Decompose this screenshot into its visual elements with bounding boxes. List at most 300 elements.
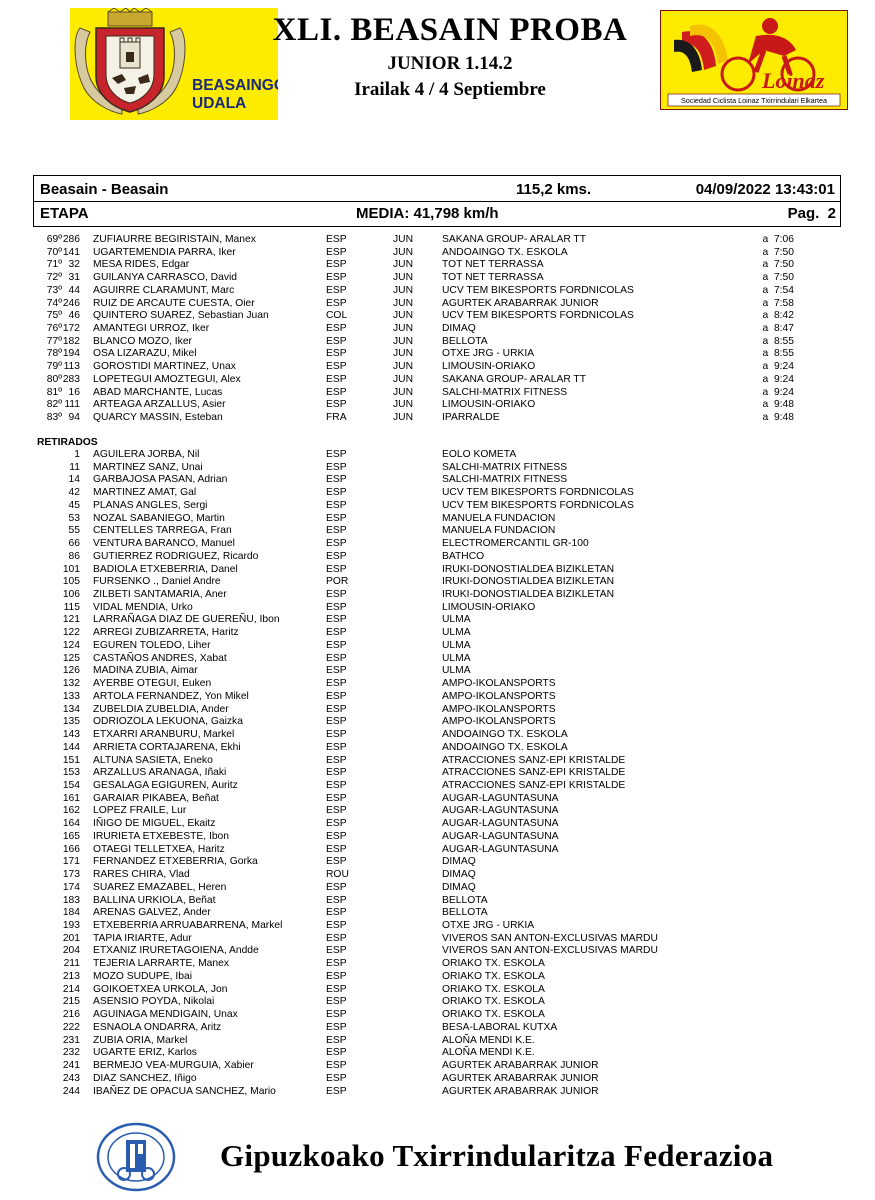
- position-cell: 74º: [46, 297, 62, 309]
- dorsal-cell: 211: [63, 958, 80, 970]
- rider-name-cell: UGARTE ERIZ, Karlos: [93, 1047, 197, 1059]
- team-cell: IRUKI-DONOSTIALDEA BIZIKLETAN: [442, 589, 615, 601]
- rider-name-cell: AYERBE OTEGUI, Euken: [93, 678, 212, 690]
- team-cell: SAKANA GROUP- ARALAR TT: [442, 373, 587, 385]
- table-row: [0, 780, 875, 793]
- team-cell: UCV TEM BIKESPORTS FORDNICOLAS: [442, 499, 634, 511]
- category-cell: JUN: [393, 361, 414, 373]
- rider-name-cell: GOIKOETXEA URKOLA, Jon: [93, 983, 228, 995]
- dorsal-cell: 94: [68, 412, 80, 424]
- team-cell: LIMOUSIN-ORIAKO: [442, 399, 536, 411]
- dorsal-cell: 53: [68, 512, 80, 524]
- dorsal-cell: 44: [68, 284, 80, 296]
- dorsal-cell: 124: [62, 639, 80, 651]
- team-cell: AUGAR-LAGUNTASUNA: [442, 792, 559, 804]
- dorsal-cell: 172: [62, 323, 80, 335]
- position-cell: 80º: [46, 373, 62, 385]
- team-cell: ALOÑA MENDI K.E.: [442, 1047, 535, 1059]
- nationality-cell: ESP: [326, 1060, 347, 1072]
- team-cell: DIMAQ: [442, 856, 476, 868]
- cyclist-icon: [660, 10, 848, 110]
- nationality-cell: ESP: [326, 550, 347, 562]
- nationality-cell: ESP: [326, 348, 347, 360]
- rider-name-cell: GUTIERREZ RODRIGUEZ, Ricardo: [93, 550, 259, 562]
- team-cell: ORIAKO TX. ESKOLA: [442, 983, 545, 995]
- rider-name-cell: OTAEGI TELLETXEA, Haritz: [93, 843, 225, 855]
- report-datetime: 04/09/2022 13:43:01: [695, 181, 835, 198]
- nationality-cell: ESP: [326, 284, 347, 296]
- table-row: [0, 882, 875, 895]
- dorsal-cell: 16: [68, 386, 80, 398]
- table-row: [0, 805, 875, 818]
- nationality-cell: ESP: [326, 652, 347, 664]
- table-row: [0, 665, 875, 678]
- route: Beasain - Beasain: [40, 181, 169, 198]
- nationality-cell: ESP: [326, 779, 347, 791]
- dorsal-cell: 144: [62, 741, 80, 753]
- race-category: JUNIOR 1.14.2: [387, 53, 513, 74]
- nationality-cell: ESP: [326, 474, 347, 486]
- dorsal-cell: 151: [62, 754, 80, 766]
- rider-name-cell: ETXANIZ IRURETAGOIENA, Andde: [93, 945, 259, 957]
- table-row: [0, 298, 875, 311]
- category-cell: JUN: [393, 386, 414, 398]
- nationality-cell: ESP: [326, 487, 347, 499]
- rider-name-cell: ETXARRI ARANBURU, Markel: [93, 729, 235, 741]
- table-row: [0, 462, 875, 475]
- nationality-cell: ESP: [326, 881, 347, 893]
- rider-name-cell: BERMEJO VEA-MURGUIA, Xabier: [93, 1060, 254, 1072]
- dorsal-cell: 122: [62, 627, 80, 639]
- rider-name-cell: ARTOLA FERNANDEZ, Yon Mikel: [93, 690, 249, 702]
- team-cell: ORIAKO TX. ESKOLA: [442, 996, 545, 1008]
- table-row: [0, 500, 875, 513]
- team-cell: ULMA: [442, 652, 471, 664]
- team-cell: ELECTROMERCANTIL GR-100: [442, 538, 589, 550]
- rider-name-cell: ESNAOLA ONDARRA, Aritz: [93, 1021, 222, 1033]
- nationality-cell: ROU: [326, 869, 349, 881]
- table-row: [0, 691, 875, 704]
- rider-name-cell: FURSENKO ., Daniel Andre: [93, 576, 221, 588]
- team-cell: IPARRALDE: [442, 412, 500, 424]
- dorsal-cell: 194: [62, 348, 80, 360]
- rider-name-cell: GUILANYA CARRASCO, David: [93, 272, 238, 284]
- dorsal-cell: 215: [62, 996, 80, 1008]
- team-cell: ULMA: [442, 665, 471, 677]
- time-gap-cell: a 8:55: [762, 348, 794, 360]
- loinaz-caption: Sociedad Ciclista Loinaz Txirrindulari Elkartea: [680, 96, 828, 105]
- table-row: [0, 640, 875, 653]
- team-cell: SALCHI-MATRIX FITNESS: [442, 461, 568, 473]
- nationality-cell: ESP: [326, 512, 347, 524]
- team-cell: MANUELA FUNDACION: [442, 525, 556, 537]
- dorsal-cell: 161: [62, 792, 80, 804]
- nationality-cell: ESP: [326, 703, 347, 715]
- distance: 115,2 kms.: [516, 181, 592, 198]
- table-row: [0, 729, 875, 742]
- team-cell: IRUKI-DONOSTIALDEA BIZIKLETAN: [442, 576, 615, 588]
- team-cell: ULMA: [442, 627, 471, 639]
- rider-name-cell: FERNANDEZ ETXEBERRIA, Gorka: [93, 856, 258, 868]
- rider-name-cell: IRURIETA ETXEBESTE, Ibon: [93, 830, 230, 842]
- rider-name-cell: ZILBETI SANTAMARIA, Aner: [93, 589, 227, 601]
- nationality-cell: ESP: [326, 970, 347, 982]
- table-row: [0, 412, 875, 425]
- team-cell: EOLO KOMETA: [442, 449, 517, 460]
- table-row: [0, 818, 875, 831]
- nationality-cell: ESP: [326, 678, 347, 690]
- table-row: [0, 449, 875, 462]
- dorsal-cell: 105: [62, 576, 80, 588]
- nationality-cell: ESP: [326, 754, 347, 766]
- rider-name-cell: TAPIA IRIARTE, Adur: [93, 932, 192, 944]
- rider-name-cell: MOZO SUDUPE, Ibai: [93, 970, 192, 982]
- page-number: Pag. 2: [787, 205, 836, 222]
- dorsal-cell: 132: [62, 678, 80, 690]
- rider-name-cell: ODRIOZOLA LEKUONA, Gaizka: [93, 716, 243, 728]
- dorsal-cell: 121: [62, 614, 80, 626]
- nationality-cell: ESP: [326, 373, 347, 385]
- dorsal-cell: 125: [62, 652, 80, 664]
- nationality-cell: ESP: [326, 1034, 347, 1046]
- rider-name-cell: VIDAL MENDIA, Urko: [93, 601, 193, 613]
- table-row: [0, 348, 875, 361]
- dorsal-cell: 45: [68, 499, 80, 511]
- table-row: [0, 1073, 875, 1086]
- rider-name-cell: CENTELLES TARREGA, Fran: [93, 525, 232, 537]
- team-cell: DIMAQ: [442, 869, 476, 881]
- team-cell: UCV TEM BIKESPORTS FORDNICOLAS: [442, 310, 634, 322]
- team-cell: ATRACCIONES SANZ-EPI KRISTALDE: [442, 754, 626, 766]
- logo-text-udala: UDALA: [192, 95, 247, 112]
- team-cell: TOT NET TERRASSA: [442, 272, 544, 284]
- rider-name-cell: ABAD MARCHANTE, Lucas: [93, 386, 223, 398]
- table-row: [0, 247, 875, 260]
- rider-name-cell: ZUFIAURRE BEGIRISTAIN, Manex: [93, 234, 256, 245]
- table-row: [0, 513, 875, 526]
- table-row: [0, 1047, 875, 1060]
- rider-name-cell: EGUREN TOLEDO, Liher: [93, 639, 211, 651]
- category-cell: JUN: [393, 234, 414, 245]
- team-cell: OTXE JRG - URKIA: [442, 920, 535, 931]
- rider-name-cell: ARRIETA CORTAJARENA, Ekhi: [93, 741, 241, 753]
- team-cell: AGURTEK ARABARRAK JUNIOR: [442, 1060, 599, 1072]
- table-row: [0, 895, 875, 908]
- nationality-cell: ESP: [326, 525, 347, 537]
- table-row: [0, 399, 875, 412]
- nationality-cell: ESP: [326, 323, 347, 335]
- dorsal-cell: 193: [62, 920, 80, 931]
- average-speed: MEDIA: 41,798 km/h: [356, 205, 499, 222]
- position-cell: 79º: [46, 361, 62, 373]
- team-cell: ATRACCIONES SANZ-EPI KRISTALDE: [442, 767, 626, 779]
- dorsal-cell: 55: [68, 525, 80, 537]
- nationality-cell: ESP: [326, 716, 347, 728]
- dorsal-cell: 204: [62, 945, 80, 957]
- table-row: [0, 767, 875, 780]
- team-cell: AUGAR-LAGUNTASUNA: [442, 805, 559, 817]
- table-row: [0, 627, 875, 640]
- time-gap-cell: a 7:50: [762, 246, 794, 258]
- table-row: [0, 755, 875, 768]
- rider-name-cell: AGUILERA JORBA, Nil: [93, 449, 200, 460]
- rider-name-cell: BALLINA URKIOLA, Beñat: [93, 894, 216, 906]
- dorsal-cell: 153: [62, 767, 80, 779]
- nationality-cell: ESP: [326, 690, 347, 702]
- nationality-cell: ESP: [326, 983, 347, 995]
- dorsal-cell: 42: [68, 487, 80, 499]
- position-cell: 73º: [46, 284, 62, 296]
- table-row: [0, 869, 875, 882]
- dorsal-cell: 243: [62, 1072, 80, 1084]
- nationality-cell: POR: [326, 576, 349, 588]
- page-title: XLI. BEASAIN PROBA: [272, 12, 628, 48]
- dorsal-cell: 101: [62, 563, 80, 575]
- table-row: [0, 945, 875, 958]
- table-row: [0, 844, 875, 857]
- nationality-cell: ESP: [326, 449, 347, 460]
- table-row: [0, 551, 875, 564]
- nationality-cell: ESP: [326, 601, 347, 613]
- dorsal-cell: 231: [62, 1034, 80, 1046]
- dorsal-cell: 113: [63, 361, 80, 373]
- dorsal-cell: 213: [62, 970, 80, 982]
- table-row: [0, 742, 875, 755]
- table-row: [0, 487, 875, 500]
- rider-name-cell: LARRAÑAGA DIAZ DE GUEREÑU, Ibon: [93, 614, 280, 626]
- table-row: [0, 678, 875, 691]
- dorsal-cell: 182: [62, 335, 80, 347]
- nationality-cell: ESP: [326, 741, 347, 753]
- rider-name-cell: LOPETEGUI AMOZTEGUI, Alex: [93, 373, 241, 385]
- rider-name-cell: ZUBIA ORIA, Markel: [93, 1034, 188, 1046]
- nationality-cell: ESP: [326, 856, 347, 868]
- team-cell: VIVEROS SAN ANTON-EXCLUSIVAS MARDU: [442, 932, 658, 944]
- rider-name-cell: ZUBELDIA ZUBELDIA, Ander: [93, 703, 229, 715]
- nationality-cell: ESP: [326, 767, 347, 779]
- time-gap-cell: a 9:24: [762, 386, 794, 398]
- rider-name-cell: MARTINEZ AMAT, Gal: [93, 487, 197, 499]
- logo-text-beasaingo: BEASAINGO: [192, 77, 278, 94]
- category-cell: JUN: [393, 272, 414, 284]
- team-cell: ANDOAINGO TX. ESKOLA: [442, 741, 568, 753]
- retired-section-title: RETIRADOS: [37, 437, 98, 448]
- team-cell: AMPO-IKOLANSPORTS: [442, 703, 556, 715]
- time-gap-cell: a 7:54: [762, 284, 794, 296]
- category-cell: JUN: [393, 323, 414, 335]
- table-row: [0, 958, 875, 971]
- table-row: [0, 1060, 875, 1073]
- nationality-cell: ESP: [326, 1021, 347, 1033]
- dorsal-cell: 216: [62, 1009, 80, 1021]
- dorsal-cell: 286: [62, 234, 80, 245]
- table-row: [0, 1035, 875, 1048]
- table-row: [0, 361, 875, 374]
- nationality-cell: ESP: [326, 932, 347, 944]
- team-cell: BATHCO: [442, 550, 485, 562]
- table-row: [0, 996, 875, 1009]
- table-row: [0, 1022, 875, 1035]
- nationality-cell: ESP: [326, 818, 347, 830]
- time-gap-cell: a 9:48: [762, 399, 794, 411]
- position-cell: 83º: [46, 412, 62, 424]
- table-row: [0, 259, 875, 272]
- nationality-cell: ESP: [326, 246, 347, 258]
- nationality-cell: ESP: [326, 665, 347, 677]
- dorsal-cell: 232: [62, 1047, 80, 1059]
- team-cell: BELLOTA: [442, 907, 488, 919]
- dorsal-cell: 283: [62, 373, 80, 385]
- rider-name-cell: ALTUNA SASIETA, Eneko: [93, 754, 213, 766]
- table-row: [0, 971, 875, 984]
- rider-name-cell: GARBAJOSA PASAN, Adrian: [93, 474, 228, 486]
- team-cell: AGURTEK ARABARRAK JUNIOR: [442, 297, 599, 309]
- table-row: [0, 984, 875, 997]
- team-cell: LIMOUSIN-ORIAKO: [442, 361, 536, 373]
- dorsal-cell: 183: [62, 894, 80, 906]
- rider-name-cell: SUAREZ EMAZABEL, Heren: [93, 881, 227, 893]
- dorsal-cell: 111: [64, 399, 80, 411]
- rider-name-cell: GOROSTIDI MARTINEZ, Unax: [93, 361, 236, 373]
- table-row: [0, 272, 875, 285]
- race-date: Irailak 4 / 4 Septiembre: [354, 79, 546, 100]
- dorsal-cell: 171: [62, 856, 80, 868]
- position-cell: 72º: [46, 272, 62, 284]
- nationality-cell: ESP: [326, 996, 347, 1008]
- federation-name: Gipuzkoako Txirrindularitza Federazioa: [220, 1138, 774, 1173]
- team-cell: ANDOAINGO TX. ESKOLA: [442, 729, 568, 741]
- team-cell: SAKANA GROUP- ARALAR TT: [442, 234, 587, 245]
- nationality-cell: ESP: [326, 589, 347, 601]
- dorsal-cell: 241: [62, 1060, 80, 1072]
- rider-name-cell: BADIOLA ETXEBERRIA, Danel: [93, 563, 238, 575]
- rider-name-cell: ASENSIO POYDA, Nikolai: [93, 996, 215, 1008]
- team-cell: TOT NET TERRASSA: [442, 259, 544, 271]
- nationality-cell: ESP: [326, 907, 347, 919]
- rider-name-cell: TEJERIA LARRARTE, Manex: [93, 958, 230, 970]
- dorsal-cell: 201: [62, 932, 80, 944]
- table-row: [0, 831, 875, 844]
- nationality-cell: ESP: [326, 614, 347, 626]
- position-cell: 78º: [46, 348, 62, 360]
- dorsal-cell: 1: [74, 449, 80, 460]
- table-row: [0, 285, 875, 298]
- time-gap-cell: a 9:24: [762, 361, 794, 373]
- nationality-cell: ESP: [326, 894, 347, 906]
- table-row: [0, 323, 875, 336]
- team-cell: OTXE JRG - URKIA: [442, 348, 535, 360]
- rider-name-cell: RUIZ DE ARCAUTE CUESTA, Oier: [93, 297, 255, 309]
- table-row: [0, 474, 875, 487]
- time-gap-cell: a 7:50: [762, 259, 794, 271]
- dorsal-cell: 165: [62, 830, 80, 842]
- time-gap-cell: a 7:06: [762, 234, 794, 245]
- nationality-cell: ESP: [326, 805, 347, 817]
- team-cell: ORIAKO TX. ESKOLA: [442, 1009, 545, 1021]
- dorsal-cell: 214: [62, 983, 80, 995]
- info-divider: [33, 201, 841, 202]
- dorsal-cell: 86: [68, 550, 80, 562]
- team-cell: IRUKI-DONOSTIALDEA BIZIKLETAN: [442, 563, 615, 575]
- team-cell: ALOÑA MENDI K.E.: [442, 1034, 535, 1046]
- team-cell: ULMA: [442, 639, 471, 651]
- dorsal-cell: 135: [62, 716, 80, 728]
- rider-name-cell: AGUIRRE CLARAMUNT, Marc: [93, 284, 235, 296]
- category-cell: JUN: [393, 399, 414, 411]
- dorsal-cell: 154: [62, 779, 80, 791]
- dorsal-cell: 173: [62, 869, 80, 881]
- dorsal-cell: 126: [62, 665, 80, 677]
- nationality-cell: ESP: [326, 335, 347, 347]
- category-cell: JUN: [393, 412, 414, 424]
- time-gap-cell: a 8:42: [762, 310, 794, 322]
- loinaz-brand-text: Loinaz: [762, 68, 825, 93]
- nationality-cell: ESP: [326, 272, 347, 284]
- dorsal-cell: 133: [62, 690, 80, 702]
- rider-name-cell: LOPEZ FRAILE, Lur: [93, 805, 187, 817]
- rider-name-cell: UGARTEMENDIA PARRA, Iker: [93, 246, 236, 258]
- team-cell: DIMAQ: [442, 323, 476, 335]
- nationality-cell: ESP: [326, 361, 347, 373]
- nationality-cell: ESP: [326, 234, 347, 245]
- nationality-cell: ESP: [326, 297, 347, 309]
- nationality-cell: ESP: [326, 386, 347, 398]
- table-row: [0, 374, 875, 387]
- category-cell: JUN: [393, 259, 414, 271]
- team-cell: AMPO-IKOLANSPORTS: [442, 716, 556, 728]
- nationality-cell: ESP: [326, 538, 347, 550]
- team-cell: VIVEROS SAN ANTON-EXCLUSIVAS MARDU: [442, 945, 658, 957]
- dorsal-cell: 184: [62, 907, 80, 919]
- team-cell: ANDOAINGO TX. ESKOLA: [442, 246, 568, 258]
- team-cell: AGURTEK ARABARRAK JUNIOR: [442, 1072, 599, 1084]
- federation-seal: [96, 1122, 176, 1192]
- nationality-cell: FRA: [326, 412, 347, 424]
- time-gap-cell: a 7:58: [762, 297, 794, 309]
- rider-name-cell: MESA RIDES, Edgar: [93, 259, 190, 271]
- dorsal-cell: 134: [62, 703, 80, 715]
- rider-name-cell: GARAIAR PIKABEA, Beñat: [93, 792, 219, 804]
- nationality-cell: ESP: [326, 1047, 347, 1059]
- team-cell: AUGAR-LAGUNTASUNA: [442, 830, 559, 842]
- table-row: [0, 336, 875, 349]
- table-row: [0, 234, 875, 247]
- team-cell: ATRACCIONES SANZ-EPI KRISTALDE: [442, 779, 626, 791]
- table-row: [0, 614, 875, 627]
- dorsal-cell: 143: [62, 729, 80, 741]
- dorsal-cell: 66: [68, 538, 80, 550]
- nationality-cell: ESP: [326, 1085, 347, 1097]
- dorsal-cell: 106: [62, 589, 80, 601]
- table-row: [0, 602, 875, 615]
- team-cell: AUGAR-LAGUNTASUNA: [442, 818, 559, 830]
- nationality-cell: ESP: [326, 1072, 347, 1084]
- dorsal-cell: 141: [62, 246, 80, 258]
- category-cell: JUN: [393, 246, 414, 258]
- dorsal-cell: 162: [62, 805, 80, 817]
- team-cell: AMPO-IKOLANSPORTS: [442, 690, 556, 702]
- dorsal-cell: 11: [69, 461, 80, 473]
- team-cell: ULMA: [442, 614, 471, 626]
- table-row: [0, 704, 875, 717]
- table-row: [0, 920, 875, 933]
- nationality-cell: ESP: [326, 499, 347, 511]
- rider-name-cell: ETXEBERRIA ARRUABARRENA, Markel: [93, 920, 283, 931]
- table-row: [0, 933, 875, 946]
- rider-name-cell: MADINA ZUBIA, Aimar: [93, 665, 198, 677]
- team-cell: AGURTEK ARABARRAK JUNIOR: [442, 1085, 599, 1097]
- position-cell: 70º: [46, 246, 62, 258]
